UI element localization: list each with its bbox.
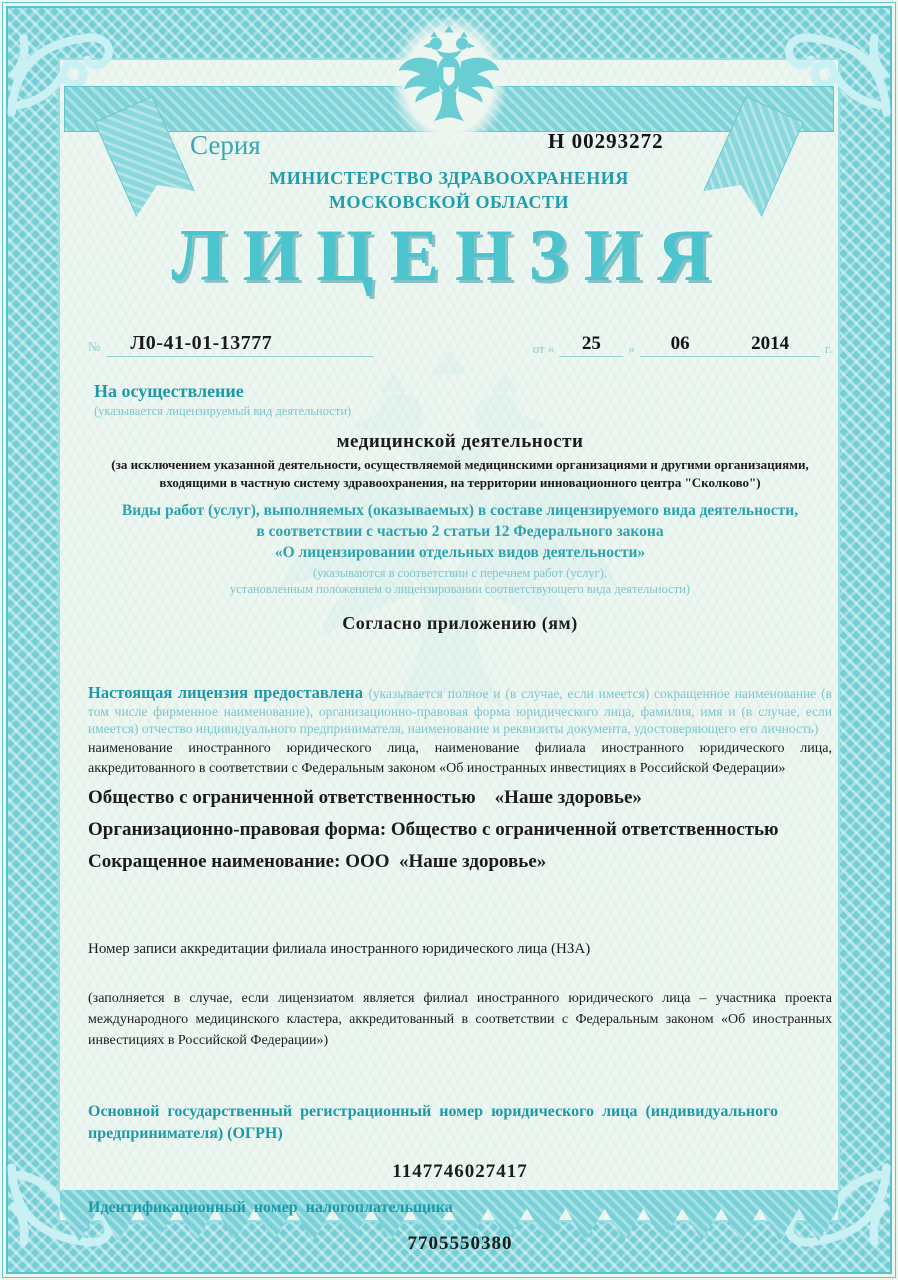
series-label: Серия	[190, 130, 261, 160]
works-line2: в соответствии с частью 2 статьи 12 Федерального закона	[256, 523, 664, 540]
document-title: ЛИЦЕНЗИЯ	[171, 215, 727, 297]
nza-label: Номер записи аккредитации филиала иностранного юридического лица (НЗА)	[88, 940, 591, 957]
company-short-name: Сокращенное наименование: ООО «Наше здоровье»	[88, 850, 547, 872]
foreign-entity-note: наименование иностранного юридического лица, наименование филиала иностранного юридического лица, аккредитованного в соответствии с Федеральным законом «Об иностранных инвестициях в Российской Федерации»	[88, 740, 832, 776]
ministry-line2: МОСКОВСКОЙ ОБЛАСТИ	[329, 192, 569, 212]
issue-date-group	[533, 333, 832, 357]
works-line3: «О лицензировании отдельных видов деятельности»	[274, 544, 646, 561]
nza-note: (заполняется в случае, если лицензиатом является филиал иностранного юридического лица – участника проекта международного медицинского кластера, аккредитованный в соответствии с Федеральным законом «Об иностранных инвестициях в Российской Федерации»)	[88, 990, 832, 1048]
date-day: 25	[559, 333, 623, 357]
granted-label: Настоящая лицензия предоставлена	[88, 683, 363, 702]
series-number: Н 00293272	[548, 129, 664, 153]
ministry-name	[0, 166, 898, 214]
inn-value: 7705550380	[407, 1232, 513, 1254]
date-suffix: г.	[824, 341, 832, 356]
attachment-reference: Согласно приложению (ям)	[342, 613, 578, 633]
date-month-year	[640, 333, 820, 357]
company-legal-form: Организационно-правовая форма: Общество с ограниченной ответственностью	[88, 818, 779, 840]
inn-label: Идентификационный номер налогоплательщика	[88, 1198, 453, 1216]
document-content	[88, 332, 832, 1255]
date-quote-close: »	[628, 341, 635, 356]
license-number-value: Л0-41-01-13777	[106, 332, 374, 357]
works-clause-note	[88, 565, 832, 597]
works-clause	[88, 500, 832, 563]
works-line1: Виды работ (услуг), выполняемых (оказываемых) в составе лицензируемого вида деятельности,	[121, 502, 799, 519]
ministry-line1: МИНИСТЕРСТВО ЗДРАВООХРАНЕНИЯ	[269, 168, 629, 188]
activity-heading: На осуществление	[94, 381, 244, 401]
granted-note: (указывается полное и (в случае, если имеется) сокращенное наименование (в том числе фирменное наименование), организационно-правовая форма юридического лица, фамилия, имя и (в случае, если имеется) отчество индивидуального предпринимателя, наименование и реквизиты документа, удостоверяющего его личность)	[88, 686, 833, 736]
double-headed-eagle-icon	[393, 18, 505, 146]
number-sign: №	[88, 339, 101, 354]
works-note1: (указываются в соответствии с перечнем работ (услуг),	[312, 566, 608, 580]
activity-name: медицинской деятельности	[336, 431, 584, 452]
company-full-name: Общество с ограниченной ответственностью «Наше здоровье»	[88, 786, 642, 808]
date-prefix: от «	[532, 341, 555, 356]
ogrn-value: 1147746027417	[392, 1160, 528, 1182]
ogrn-label: Основной государственный регистрационный номер юридического лица (индивидуального предпринимателя) (ОГРН)	[88, 1102, 778, 1142]
granted-paragraph	[88, 684, 832, 738]
license-number-row	[88, 332, 832, 357]
activity-exception-note: (за исключением указанной деятельности, осуществляемой медицинскими организациями и другими организациями, входящими в частную систему здравоохранения, на территории инновационного центра "Сколково")	[111, 457, 809, 490]
works-note2: установленным положением о лицензировании соответствующего вида деятельности)	[229, 582, 691, 596]
date-year: 2014	[751, 333, 790, 354]
activity-heading-note: (указывается лицензируемый вид деятельности)	[94, 404, 352, 418]
date-month: 06	[670, 333, 690, 354]
license-number-group	[88, 332, 374, 357]
